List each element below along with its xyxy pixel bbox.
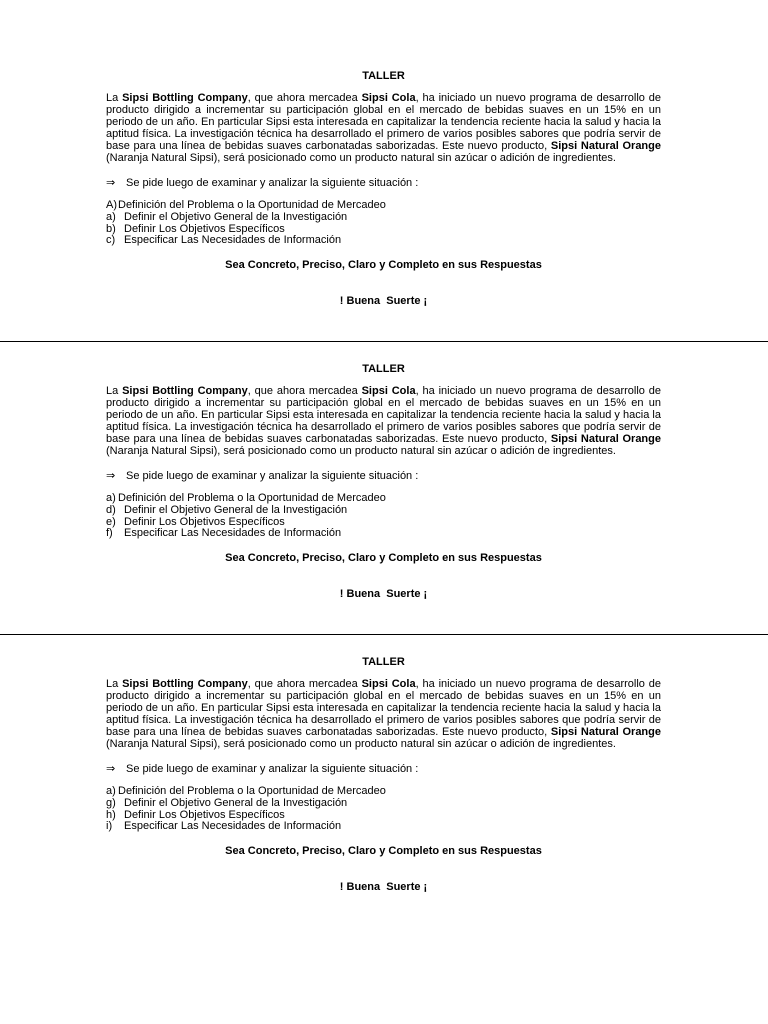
item-text: Definición del Problema o la Oportunidad de Mercadeo	[118, 785, 386, 798]
instruction-text: Se pide luego de examinar y analizar la siguiente situación :	[126, 177, 419, 190]
paragraph-text: , ha iniciado un nuevo programa de desarrollo de producto dirigido a incrementar su participación global en el mercado de bebidas suaves en un 15% en un periodo de un año. En particular Sipsi esta interesada en capitalizar la tendencia reciente hacia la salud y hacia la aptitud física. La investigación técnica ha desarrollado el primero de varios posibles sabores que podría servir de base para una línea de bebidas suaves carbonatadas saborizadas. Este nuevo producto,	[106, 385, 662, 445]
product-name: Sipsi Natural Orange	[550, 725, 661, 738]
taller-section-1	[106, 70, 661, 307]
item-letter: h)	[106, 808, 116, 821]
paragraph-text: , que ahora mercadea	[247, 385, 362, 397]
item-letter: e)	[106, 515, 116, 528]
paragraph-text: , ha iniciado un nuevo programa de desarrollo de producto dirigido a incrementar su participación global en el mercado de bebidas suaves en un 15% en un periodo de un año. En particular Sipsi esta interesada en capitalizar la tendencia reciente hacia la salud y hacia la aptitud física. La investigación técnica ha desarrollado el primero de varios posibles sabores que podría servir de base para una línea de bebidas suaves carbonatadas saborizadas. Este nuevo producto,	[106, 678, 662, 738]
section-title: TALLER	[362, 363, 405, 375]
paragraph-text: (Naranja Natural Sipsi), será posicionado como un producto natural sin azúcar o adición de ingredientes.	[106, 151, 616, 164]
task-list	[106, 786, 661, 832]
item-letter: a)	[106, 492, 116, 505]
item-letter: A)	[106, 199, 117, 212]
list-item	[106, 821, 661, 833]
list-item	[106, 212, 661, 224]
item-letter: d)	[106, 504, 116, 517]
item-text: Definir Los Objetivos Específicos	[124, 808, 285, 821]
brand-name: Sipsi Cola	[361, 385, 416, 397]
instruction-text: Se pide luego de examinar y analizar la siguiente situación :	[126, 763, 419, 776]
paragraph-text: La	[106, 92, 123, 104]
taller-section-3	[106, 656, 661, 893]
item-letter: f)	[106, 527, 113, 540]
item-letter: i)	[106, 820, 113, 833]
section-divider	[0, 634, 768, 635]
product-name: Sipsi Natural Orange	[550, 139, 661, 152]
section-title: TALLER	[362, 70, 405, 82]
item-letter: b)	[106, 222, 116, 235]
good-luck-text: ! Buena Suerte ¡	[339, 587, 428, 600]
item-letter: c)	[106, 234, 116, 247]
item-letter: a)	[106, 211, 116, 224]
list-item	[106, 798, 661, 810]
paragraph-text: La	[106, 385, 123, 397]
item-text: Especificar Las Necesidades de Información	[124, 234, 342, 247]
list-item	[106, 235, 661, 247]
instruction-text: Se pide luego de examinar y analizar la siguiente situación :	[126, 470, 419, 483]
good-luck-text: ! Buena Suerte ¡	[339, 294, 428, 307]
company-name: Sipsi Bottling Company	[122, 92, 248, 104]
list-item	[106, 505, 661, 517]
paragraph-text: , ha iniciado un nuevo programa de desarrollo de producto dirigido a incrementar su participación global en el mercado de bebidas suaves en un 15% en un periodo de un año. En particular Sipsi esta interesada en capitalizar la tendencia reciente hacia la salud y hacia la aptitud física. La investigación técnica ha desarrollado el primero de varios posibles sabores que podría servir de base para una línea de bebidas suaves carbonatadas saborizadas. Este nuevo producto,	[106, 92, 662, 152]
paragraph-text: (Naranja Natural Sipsi), será posicionado como un producto natural sin azúcar o adición de ingredientes.	[106, 737, 616, 750]
item-letter: g)	[106, 797, 116, 810]
item-text: Definir el Objetivo General de la Investigación	[124, 211, 348, 224]
closing-instruction: Sea Concreto, Preciso, Claro y Completo en sus Respuestas	[225, 844, 542, 857]
item-text: Especificar Las Necesidades de Información	[124, 527, 342, 540]
section-divider	[0, 341, 768, 342]
instruction-line	[106, 763, 661, 775]
double-right-arrow-icon: ⇒	[106, 762, 116, 776]
task-list	[106, 493, 661, 539]
closing-instruction: Sea Concreto, Preciso, Claro y Completo en sus Respuestas	[225, 551, 542, 564]
paragraph-text: (Naranja Natural Sipsi), será posicionado como un producto natural sin azúcar o adición de ingredientes.	[106, 444, 616, 457]
item-text: Especificar Las Necesidades de Información	[124, 820, 342, 833]
item-text: Definición del Problema o la Oportunidad de Mercadeo	[118, 492, 386, 505]
item-text: Definición del Problema o la Oportunidad de Mercadeo	[118, 199, 386, 212]
paragraph-text: La	[106, 678, 123, 690]
case-paragraph	[106, 679, 661, 750]
instruction-line	[106, 470, 661, 482]
company-name: Sipsi Bottling Company	[122, 385, 248, 397]
case-paragraph	[106, 386, 661, 457]
paragraph-text: , que ahora mercadea	[247, 678, 362, 690]
task-list	[106, 200, 661, 246]
taller-section-2	[106, 363, 661, 600]
item-letter: a)	[106, 785, 116, 798]
item-text: Definir el Objetivo General de la Investigación	[124, 504, 348, 517]
list-item	[106, 528, 661, 540]
item-text: Definir Los Objetivos Específicos	[124, 222, 285, 235]
item-text: Definir Los Objetivos Específicos	[124, 515, 285, 528]
case-paragraph	[106, 93, 661, 164]
double-right-arrow-icon: ⇒	[106, 176, 116, 190]
section-title: TALLER	[362, 656, 405, 668]
company-name: Sipsi Bottling Company	[122, 678, 248, 690]
product-name: Sipsi Natural Orange	[550, 432, 661, 445]
double-right-arrow-icon: ⇒	[106, 469, 116, 483]
brand-name: Sipsi Cola	[361, 678, 416, 690]
closing-instruction: Sea Concreto, Preciso, Claro y Completo en sus Respuestas	[225, 258, 542, 271]
item-text: Definir el Objetivo General de la Investigación	[124, 797, 348, 810]
good-luck-text: ! Buena Suerte ¡	[339, 880, 428, 893]
instruction-line	[106, 177, 661, 189]
paragraph-text: , que ahora mercadea	[247, 92, 362, 104]
brand-name: Sipsi Cola	[361, 92, 416, 104]
